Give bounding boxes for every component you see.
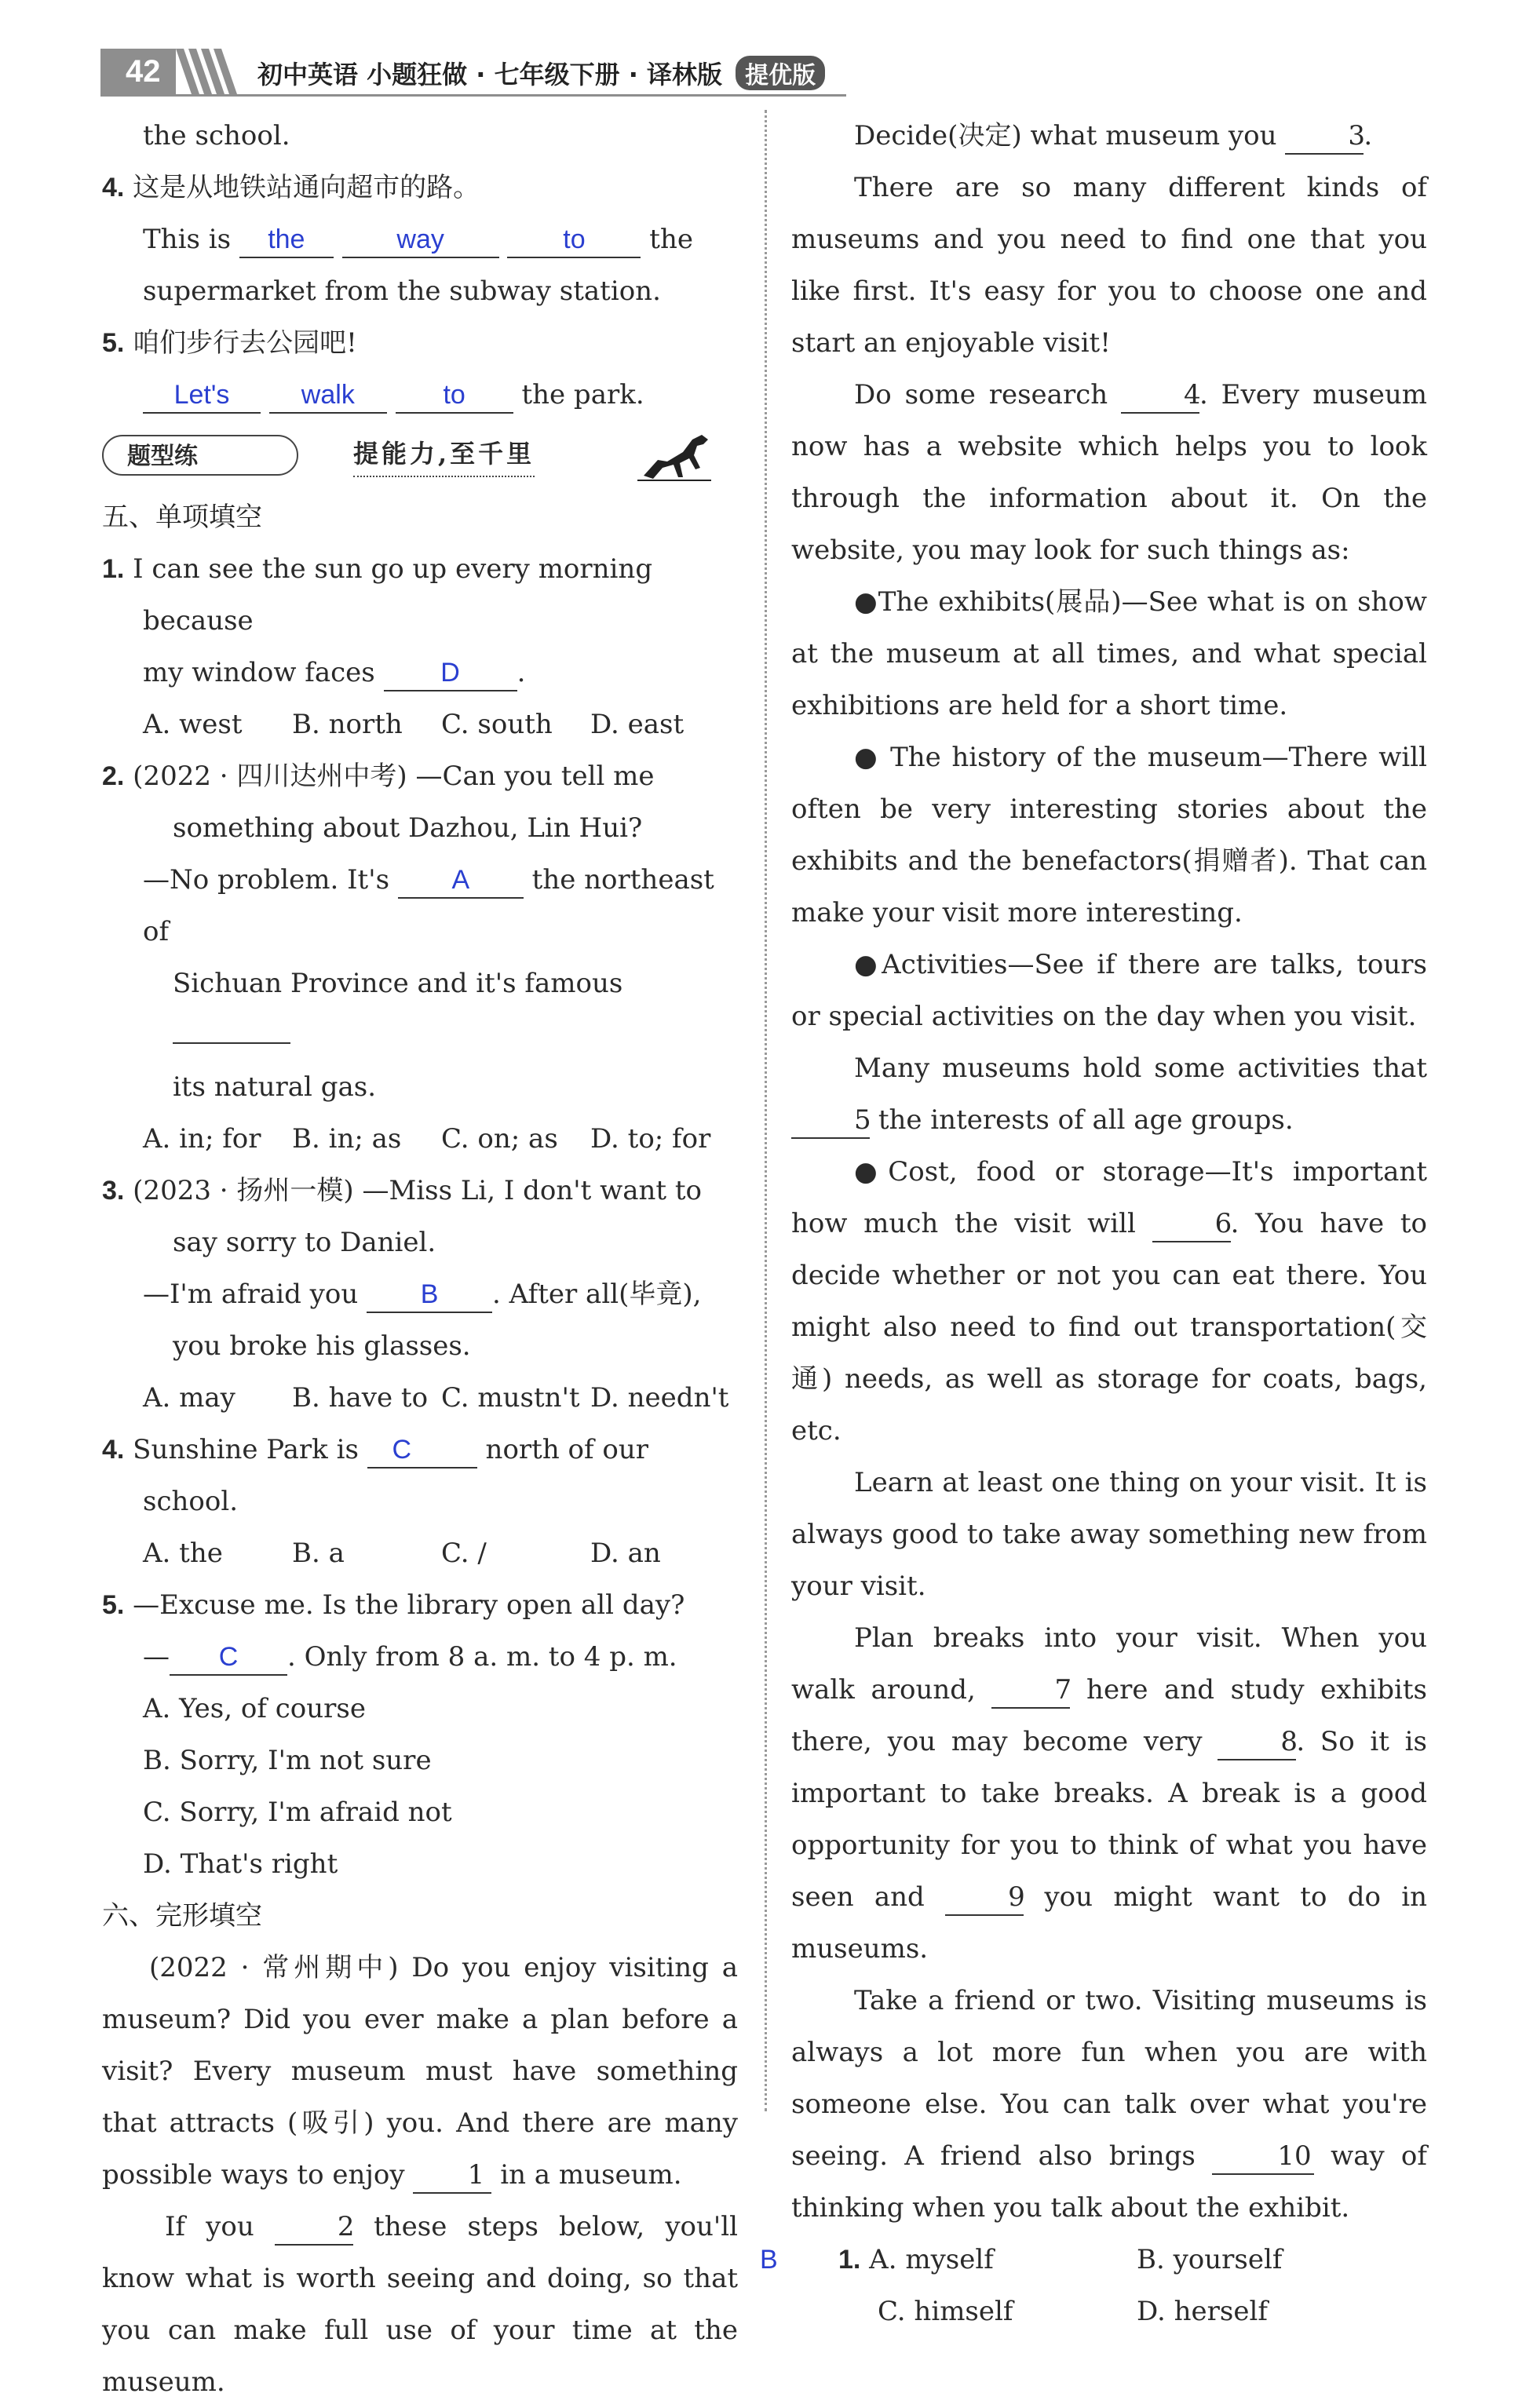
paragraph-text: Many museums hold some activities that: [854, 1053, 1427, 1084]
paragraph-text: Cost, food or storage—It's important how much the visit will: [791, 1156, 1428, 1239]
bullet-paragraph: [791, 939, 1427, 1042]
option[interactable]: A. Yes, of course: [143, 1693, 366, 1724]
book-title: [257, 55, 825, 91]
mc-question-5: [102, 1579, 738, 1890]
question-text: —No problem. It's: [143, 864, 390, 896]
answer-blank[interactable]: to: [507, 222, 641, 258]
paragraph-text: you might want to do in museums.: [791, 1881, 1428, 1965]
paragraph-text: .: [1364, 120, 1373, 151]
paragraph-text: these steps below, you'll know what is worth seeing and doing, so that you can make full use of your time at the museum.: [102, 2211, 738, 2398]
answer-blank[interactable]: walk: [269, 378, 387, 414]
option[interactable]: C. mustn't: [441, 1382, 580, 1414]
answer-blank[interactable]: way: [342, 222, 499, 258]
page-number: 42: [100, 49, 176, 94]
cloze-blank[interactable]: 8: [1218, 1724, 1296, 1760]
question-text: . Only from 8 a. m. to 4 p. m.: [287, 1641, 677, 1673]
options: [102, 1372, 738, 1424]
cloze-paragraph: [791, 1975, 1427, 2234]
question-text: Sunshine Park is: [133, 1434, 359, 1465]
question-number: 5.: [102, 1590, 125, 1620]
answer-blank[interactable]: C: [170, 1640, 287, 1676]
paragraph-text: Activities—See if there are talks, tours or special activities on the day when you visit.: [791, 949, 1428, 1032]
section-title: 五、单项填空: [102, 502, 262, 533]
paragraph-text: Do some research: [854, 379, 1108, 410]
cloze-blank[interactable]: 10: [1212, 2139, 1314, 2175]
question-text: —: [143, 1641, 170, 1673]
bullet-dot-icon: ●: [854, 949, 882, 980]
question-text: north of our school.: [143, 1434, 649, 1517]
cloze-paragraph: [102, 1942, 738, 2201]
answer-blank[interactable]: B: [367, 1277, 492, 1313]
paragraph-text: the interests of all age groups.: [878, 1104, 1294, 1136]
question-text: —Excuse me. Is the library open all day?: [133, 1589, 685, 1621]
header-rule: [100, 94, 846, 97]
question-text: (2023 · 扬州一模) —Miss Li, I don't want to: [133, 1175, 702, 1206]
chinese-sentence: 这是从地铁站通向超市的路。: [133, 172, 480, 203]
sentence-text: supermarket from the subway station.: [143, 275, 661, 307]
edition-badge: 提优版: [736, 56, 825, 90]
paragraph-text: Take a friend or two. Visiting museums is always a lot more fun when you are with someone else. You can talk over what you're seeing. A friend also brings: [791, 1985, 1427, 2172]
question-text: —I'm afraid you: [143, 1279, 359, 1310]
cloze-question-1: [760, 2234, 1427, 2337]
bullet-dot-icon: ●: [854, 742, 880, 773]
horse-icon: [636, 429, 714, 483]
cloze-paragraph: Learn at least one thing on your visit. It is always good to take away something new from your visit.: [791, 1467, 1427, 1602]
cloze-blank[interactable]: 4: [1121, 378, 1199, 414]
paragraph-text: here and study exhibits there, you may become very: [791, 1674, 1427, 1757]
cloze-paragraph: There are so many different kinds of museums and you need to find one that you like first. It's easy for you to choose one and start an enjoyable visit!: [791, 172, 1427, 359]
paragraph-text: Decide(决定) what museum you: [854, 120, 1277, 151]
option[interactable]: B. a: [292, 1538, 345, 1569]
answer-blank[interactable]: C: [367, 1432, 477, 1469]
question-text: I can see the sun go up every morning because: [133, 553, 653, 637]
cloze-blank[interactable]: 9: [945, 1880, 1024, 1916]
question-text: you broke his glasses.: [173, 1330, 471, 1362]
option[interactable]: D. That's right: [143, 1848, 338, 1880]
answer-blank[interactable]: Let's: [143, 378, 261, 414]
mc-question-2: [102, 750, 738, 1165]
chinese-sentence: 咱们步行去公园吧!: [133, 327, 357, 359]
option[interactable]: D. east: [590, 709, 685, 740]
answer-blank[interactable]: the: [239, 222, 334, 258]
question-text: (2022 · 四川达州中考) —Can you tell me: [133, 761, 655, 792]
sentence-text: the park.: [521, 379, 644, 410]
question-text: Sichuan Province and it's famous: [173, 968, 623, 999]
question-text: something about Dazhou, Lin Hui?: [173, 812, 643, 844]
cloze-paragraph: [791, 110, 1427, 162]
option[interactable]: B. have to: [292, 1382, 429, 1414]
options: [102, 699, 738, 750]
bullet-dot-icon: ●: [854, 1156, 889, 1188]
option[interactable]: C. Sorry, I'm afraid not: [143, 1797, 452, 1828]
cloze-blank[interactable]: 6: [1152, 1206, 1231, 1242]
empty-blank[interactable]: [173, 1042, 290, 1044]
answer-blank[interactable]: D: [384, 655, 517, 691]
section-banner: [102, 425, 738, 488]
question-number: 5.: [102, 328, 125, 358]
cloze-paragraph: [791, 369, 1427, 576]
cloze-blank[interactable]: 7: [991, 1673, 1070, 1709]
left-column: [102, 110, 738, 2408]
option[interactable]: C. south: [441, 709, 553, 740]
options: [791, 2234, 1427, 2337]
bullet-paragraph: [791, 1146, 1427, 1457]
question-number: 4.: [102, 1435, 125, 1465]
option[interactable]: C. himself: [878, 2296, 1013, 2327]
paragraph-text: The history of the museum—There will often be very interesting stories about the exhibits and the benefactors(捐赠者). That can make your visit more interesting.: [791, 742, 1427, 929]
sentence-text: This is: [143, 224, 232, 255]
answer-blank[interactable]: to: [396, 378, 513, 414]
option[interactable]: A. in; for: [143, 1123, 261, 1155]
question-number: 4.: [102, 173, 125, 202]
page-header: [100, 49, 846, 96]
question-text: the northeast of: [143, 864, 714, 947]
bullet-dot-icon: ●: [854, 586, 878, 618]
banner-slogan: 提能力,至千里: [353, 432, 535, 477]
question-text: . After all(毕竟),: [492, 1279, 702, 1310]
option[interactable]: C. /: [441, 1538, 487, 1569]
banner-label: 题型练: [102, 435, 298, 476]
prev-question-tail: the school.: [143, 120, 290, 151]
option[interactable]: A. may: [143, 1382, 235, 1414]
question-number: 1.: [838, 2245, 861, 2275]
option[interactable]: D. needn't: [590, 1382, 729, 1414]
cloze-blank[interactable]: 5: [791, 1103, 870, 1139]
options: [102, 1113, 738, 1165]
cloze-paragraph: [791, 1042, 1427, 1146]
header-stripes-decoration: [176, 49, 239, 94]
paragraph-text: . You have to decide whether or not you can eat there. You might also need to find out transportation(交通) needs, as well as storage for coats, bags, etc.: [791, 1208, 1427, 1447]
cloze-answer-mark: B: [760, 2245, 778, 2275]
question-text: its natural gas.: [173, 1071, 377, 1103]
paragraph-text: . So it is important to take breaks. A break is a good opportunity for you to think of what you have seen and: [791, 1726, 1427, 1913]
paragraph-text: Plan breaks into your visit. When you walk around,: [791, 1622, 1427, 1706]
option[interactable]: B. yourself: [1137, 2244, 1283, 2275]
mc-question-4: [102, 1424, 738, 1579]
option[interactable]: B. in; as: [292, 1123, 402, 1155]
paragraph-text: If you: [165, 2211, 254, 2242]
option[interactable]: C. on; as: [441, 1123, 558, 1155]
paragraph-text: in a museum.: [500, 2159, 682, 2191]
mc-question-3: [102, 1165, 738, 1424]
cloze-blank[interactable]: 3: [1285, 119, 1364, 155]
question-number: 3.: [102, 1176, 125, 1206]
question-number: 1.: [102, 554, 125, 584]
question-text: say sorry to Daniel.: [173, 1227, 436, 1258]
cloze-blank[interactable]: 1: [413, 2158, 491, 2194]
option[interactable]: B. Sorry, I'm not sure: [143, 1745, 432, 1776]
cloze-blank[interactable]: 2: [275, 2209, 353, 2246]
options: [102, 1527, 738, 1579]
paragraph-text: . Every museum now has a website which helps you to look through the information about it. On the website, you may look for such things as:: [791, 379, 1427, 566]
book-title-text: 初中英语 小题狂做 · 七年级下册 · 译林版: [257, 60, 723, 89]
answer-blank[interactable]: A: [398, 863, 524, 899]
section-title: 六、完形填空: [102, 1900, 262, 1932]
question-text: .: [517, 657, 526, 688]
cloze-paragraph: [102, 2201, 738, 2408]
option[interactable]: D. herself: [1137, 2296, 1268, 2327]
option[interactable]: B. north: [292, 709, 403, 740]
sentence-text: the: [649, 224, 693, 255]
paragraph-text: way of thinking when you talk about the exhibit.: [791, 2140, 1427, 2224]
translation-question-5: [102, 317, 738, 421]
paragraph-text: (2022 · 常州期中) Do you enjoy visiting a museum? Did you ever make a plan before a visit? Every museum must have something that attracts (吸引) you. And there are many possible ways to enjoy: [102, 1952, 738, 2191]
column-divider: [765, 110, 767, 2111]
option[interactable]: A. west: [143, 709, 243, 740]
question-text: my window faces: [143, 657, 375, 688]
option[interactable]: A. the: [143, 1538, 223, 1569]
option[interactable]: D. to; for: [590, 1123, 711, 1155]
paragraph-text: The exhibits(展品)—See what is on show at the museum at all times, and what special exhibitions are held for a short time.: [791, 586, 1427, 721]
option[interactable]: D. an: [590, 1538, 661, 1569]
right-column: [760, 110, 1428, 2337]
bullet-paragraph: [791, 732, 1427, 939]
mc-question-1: [102, 543, 738, 750]
option[interactable]: A. myself: [869, 2244, 994, 2275]
cloze-paragraph: [791, 1612, 1427, 1975]
bullet-paragraph: [791, 576, 1427, 732]
question-number: 2.: [102, 761, 125, 791]
translation-question-4: [102, 162, 738, 317]
